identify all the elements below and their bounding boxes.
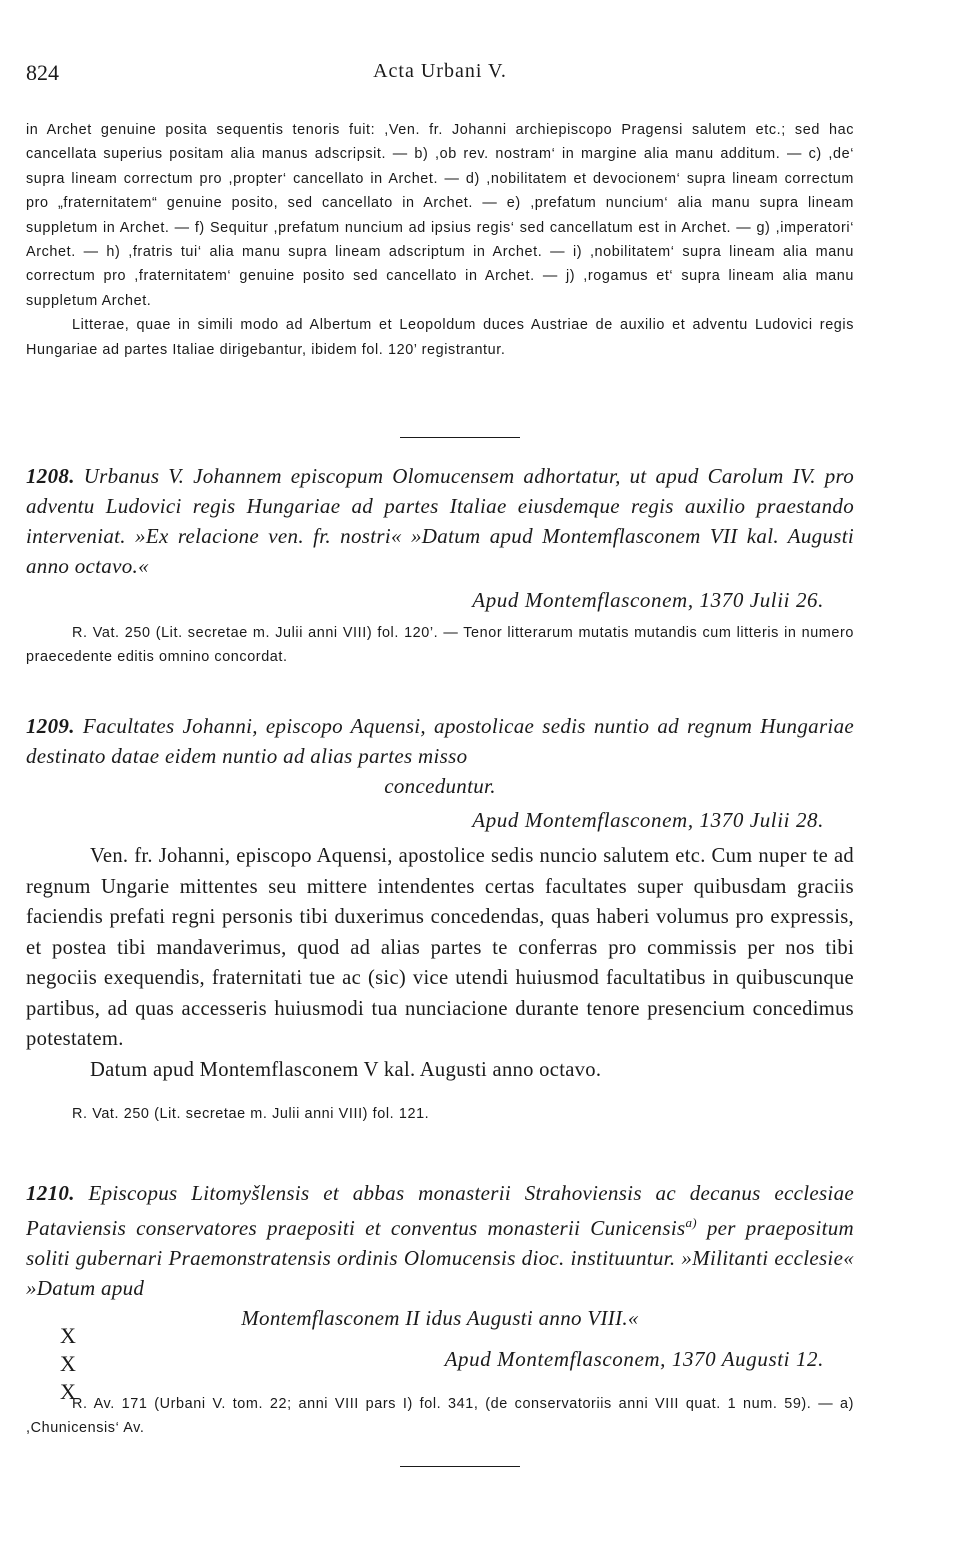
running-head: Acta Urbani V. <box>373 60 507 82</box>
entry-summary: Facultates Johanni, episcopo Aquensi, apostolicae sedis nuntio ad regnum Hungariae destinato datae eidem nuntio ad alias partes misso <box>26 714 854 768</box>
x-mark: X <box>60 1379 76 1404</box>
letter-body: Ven. fr. Johanni, episcopo Aquensi, apostolice sedis nuncio salutem etc. Cum nuper te ad regnum Ungarie mittentes seu mittere intendentes certas facultates super quibusdam graciis faciendis prefati regni personis tibi duxerimus concedendas, quas haberi volumus pro expressis, et postea tibi mandaverimus, quod ad alias partes te conferras pro commissis per nos tibi negociis exequendis, fraternitati tue ac (sic) vice utendi huiusmod facultatibus in quibuscunque partibus, ad quas accesseris huiusmodi tua nunciacione durante tenore presencium concedimus potestatem. <box>26 845 854 1050</box>
entry-summary-end: conceduntur. <box>384 774 496 798</box>
page-header <box>26 60 854 90</box>
entry-summary-end: Montemflasconem II idus Augusti anno VIII.« <box>241 1306 639 1330</box>
entry-1209-heading <box>26 711 854 801</box>
section-divider <box>400 1466 520 1467</box>
footnote-paragraph: in Archet genuine posita sequentis tenoris fuit: ,Ven. fr. Johanni archiepiscopo Pragensi salutem etc.; sed hac cancellata superius positam alia manus adscripsit. — b) ,ob rev. nostram‘ in margine alia manu additum. — c) ,de‘ supra lineam correctum pro ,propter‘ cancellato in Archet. — d) ,nobilitatem et devocionem‘ supra lineam correctum pro „fraternitatem“ genuine posito, sed cancellato in Archet. — e) ,prefatum nuncium‘ alia manu supra lineam suppletum in Archet. — f) Sequitur ,prefatum nuncium ad ipsius regis‘ sed cancellatum est in Archet. — g) ,imperatori‘ Archet. — h) ,fratris tui‘ alia manu supra lineam adscriptum in Archet. — i) ,nobilitatem‘ supra lineam alia manu correctum pro ,fraternitatem‘ genuine posito sed cancellato in Archet. — j) ,rogamus et‘ supra lineam alia manu suppletum Archet. <box>26 122 854 309</box>
entry-1208-place-date: Apud Montemflasconem, 1370 Julii 26. <box>472 588 824 612</box>
entry-summary: Urbanus V. Johannem episcopum Olomucensem adhortatur, ut apud Carolum IV. pro adventu Ludovici regis Hungariae ad partes Italiae eiusdemque regis auxilio praestando interveniat. »Ex relacione ven. fr. nostri« »Datum apud Montemflasconem VII kal. Augusti anno octavo.« <box>26 464 854 578</box>
x-mark: X <box>60 1323 76 1348</box>
entry-number: 1208. <box>26 464 75 488</box>
footnotes-block <box>26 118 854 362</box>
entry-1210-place-date: Apud Montemflasconem, 1370 Augusti 12. <box>444 1347 824 1371</box>
footnote-ref: a) <box>685 1215 697 1230</box>
entry-1209-source <box>26 1102 854 1126</box>
entry-1208-heading <box>26 461 854 581</box>
entry-1209-place-date: Apud Montemflasconem, 1370 Julii 28. <box>472 808 824 832</box>
x-mark: X <box>60 1351 76 1376</box>
entry-number: 1210. <box>26 1181 75 1205</box>
entry-summary-cont: per praepositum soliti gubernari Praemonstratensis ordinis Olomucensis dioc. instituuntur. »Militanti ecclesie« »Datum apud <box>26 1216 854 1300</box>
entry-summary: Episcopus Litomyšlensis et abbas monasterii Strahoviensis ac decanus ecclesiae Pataviensis conservatores praepositi et conventus monasterii Cunicensis <box>26 1181 854 1240</box>
entry-1210-heading <box>26 1178 854 1333</box>
page-number: 824 <box>26 60 59 85</box>
entry-1209-letter <box>26 841 854 1085</box>
source-note: R. Av. 171 (Urbani V. tom. 22; anni VIII pars I) fol. 341, (de conservatoriis anni VIII quat. 1 num. 59). — a) ,Chunicensis‘ Av. <box>26 1396 854 1436</box>
entry-1208-source <box>26 621 854 669</box>
footnote-note: Litterae, quae in simili modo ad Albertum et Leopoldum duces Austriae de auxilio et adventu Ludovici regis Hungariae ad partes Italiae dirigebantur, ibidem fol. 120’ registrantur. <box>26 317 854 358</box>
section-divider <box>400 437 520 438</box>
entry-number: 1209. <box>26 714 75 738</box>
source-note: R. Vat. 250 (Lit. secretae m. Julii anni VIII) fol. 121. <box>72 1106 430 1122</box>
letter-datum: Datum apud Montemflasconem V kal. Augusti anno octavo. <box>90 1058 602 1081</box>
entry-1210-source <box>26 1392 854 1440</box>
source-note: R. Vat. 250 (Lit. secretae m. Julii anni VIII) fol. 120’. — Tenor litterarum mutatis mutandis cum litteris in numero praecedente editis omnino concordat. <box>26 625 854 665</box>
